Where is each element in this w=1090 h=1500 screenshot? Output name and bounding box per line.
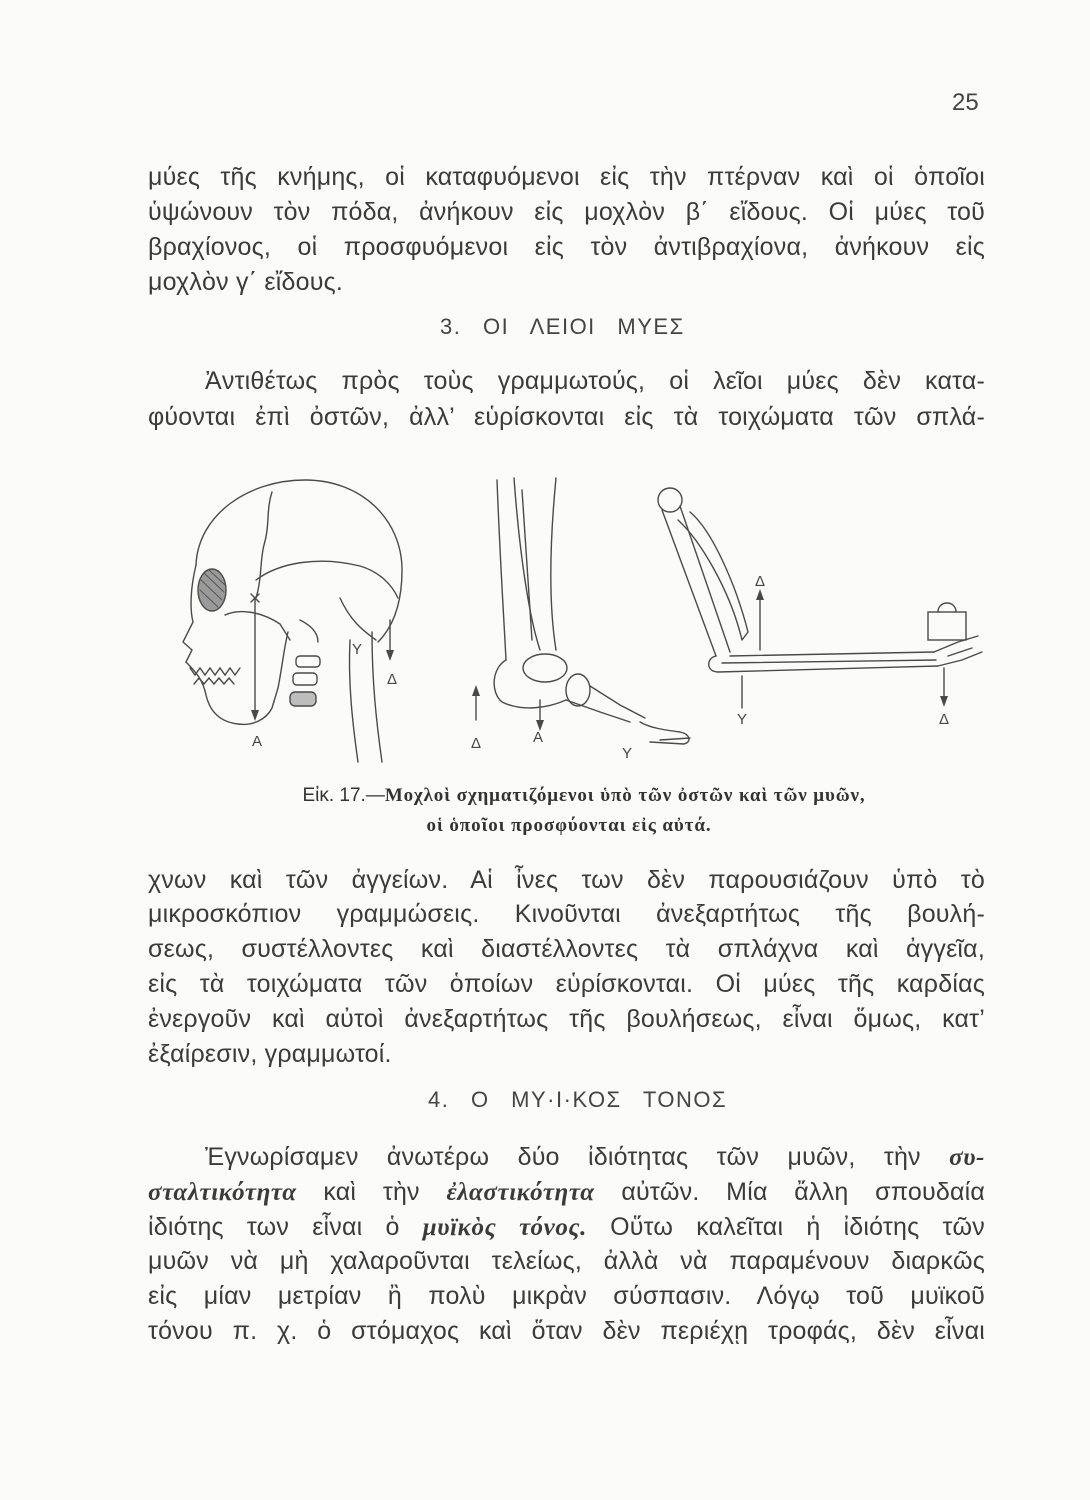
neck-line	[372, 632, 382, 762]
paragraph-line: Ἀντιθέτως πρὸς τοὺς γραμμωτούς, οἱ λεῖοι μύες δὲν κατα-	[205, 367, 985, 395]
label-foot-resistance: Α	[532, 729, 544, 746]
paragraph-line: φύονται ἐπὶ ὀστῶν, ἀλλ’ εὑρίσκονται εἰς τὰ τοιχώματα τῶν σπλά-	[148, 403, 985, 431]
label-skull-fulcrum: Υ	[351, 641, 363, 658]
paragraph-line	[148, 1278, 985, 1314]
leg-outline	[551, 478, 556, 650]
emphasized-term: μυϊκὸς τόνος.	[422, 1214, 588, 1241]
arrowhead-down	[251, 710, 259, 721]
cranium-outline	[196, 480, 402, 642]
paragraph-line: μικροσκόπιον γραμμώσεις. Κινοῦνται ἀνεξαρτήτως τῆς βουλή-	[148, 900, 985, 928]
leg-outline	[497, 480, 506, 660]
biceps-muscle	[678, 512, 748, 640]
paragraph-line	[148, 1313, 985, 1349]
caption-text: οἱ ὁποῖοι προσφύονται εἰς αὐτά.	[426, 815, 712, 836]
zygomatic-arch	[225, 612, 290, 640]
paragraph-line	[148, 1174, 985, 1210]
text-run: Οὕτω καλεῖται ἡ ἰδιότης τῶν	[587, 1213, 985, 1241]
paragraph-line: μοχλὸν γ΄ εἴδους.	[148, 268, 343, 296]
heel-bone	[494, 660, 566, 708]
mastoid	[300, 620, 318, 642]
figure-caption-line	[199, 783, 969, 809]
toe-bones	[640, 722, 690, 744]
jaw-outline	[186, 632, 288, 724]
arrowhead-up	[472, 685, 480, 696]
text-run: εἰς μίαν μετρίαν ἢ πολὺ μικρὰν σύσπασιν. Λόγῳ τοῦ μυϊκοῦ	[148, 1282, 985, 1310]
paragraph-line: χνων καὶ τῶν ἀγγείων. Αἱ ἶνες των δὲν παρουσιάζουν ὑπὸ τὸ	[148, 866, 985, 894]
emphasized-term: ἐλαστικότητα	[446, 1179, 595, 1206]
vertebra	[293, 673, 317, 685]
radius-ulna	[722, 652, 936, 663]
neck-line	[349, 640, 358, 762]
caption-text: Μοχλοὶ σχηματιζόμενοι ὑπὸ τῶν ὀστῶν καὶ τῶν μυῶν,	[384, 785, 866, 806]
label-skull-resistance: Α	[251, 733, 263, 750]
paragraph-line: ὑψώνουν τὸν πόδα, ἀνήκουν εἰς μοχλὸν β΄ εἴδους. Οἱ μύες τοῦ	[148, 198, 985, 226]
text-run: καὶ τὴν	[296, 1178, 447, 1206]
label-skull-force: Δ	[386, 671, 398, 688]
paragraph-line: εἰς τὰ τοιχώματα τῶν ὁποίων εὑρίσκονται. Οἱ μύες τῆς καρδίας	[148, 970, 985, 998]
label-foot-fulcrum: Υ	[621, 745, 633, 762]
arm-lever-drawing	[658, 488, 982, 708]
label-foot-force: Δ	[470, 735, 482, 752]
figure-number: Εἰκ. 17.—	[302, 785, 385, 806]
text-run: τόνου π. χ. ὁ στόμαχος καὶ ὅταν δὲν περιέχῃ τροφάς, δὲν εἶναι	[148, 1317, 985, 1345]
talus-bone	[523, 654, 567, 682]
emphasized-term: σταλτικότητα	[148, 1179, 297, 1206]
metatarsals	[566, 686, 645, 722]
label-arm-fulcrum: Υ	[736, 711, 748, 728]
weight	[928, 612, 966, 640]
face-profile	[183, 565, 196, 662]
skull-lever-drawing	[183, 480, 402, 762]
paragraph-line	[148, 1209, 985, 1245]
arrowhead-down	[386, 650, 394, 661]
lower-teeth	[194, 678, 234, 684]
coronal-suture	[256, 492, 272, 598]
section-heading-smooth-muscles: 3. ΟΙ ΛΕΙΟΙ ΜΥΕΣ	[440, 314, 685, 339]
figure-lever-illustrations	[0, 460, 1090, 780]
page-number: 25	[952, 89, 979, 116]
figure-caption-line	[184, 813, 954, 839]
paragraph-line: ἐνεργοῦν καὶ αὐτοὶ ἀνεξαρτήτως τῆς βουλήσεως, εἶναι ὅμως, κατ’	[148, 1005, 985, 1033]
paragraph-line: μύες τῆς κνήμης, οἱ καταφυόμενοι εἰς τὴν πτέρναν καὶ οἱ ὁποῖοι	[148, 163, 985, 191]
arrowhead-up	[756, 589, 764, 600]
occipital-suture	[340, 598, 376, 640]
weight-handle	[938, 603, 956, 612]
paragraph-line: ἐξαίρεσιν, γραμμωτοί.	[148, 1040, 392, 1068]
arrowhead-down	[940, 696, 948, 707]
paragraph-line	[205, 1139, 985, 1175]
vertebra	[290, 692, 316, 706]
paragraph-line	[148, 1243, 985, 1279]
label-arm-load: Δ	[938, 711, 950, 728]
emphasized-term: συ-	[949, 1144, 985, 1171]
text-run: μυῶν νὰ μὴ χαλαροῦνται τελείως, ἀλλὰ νὰ παραμένουν διαρκῶς	[148, 1247, 985, 1275]
text-run: αὐτῶν. Μία ἄλλη σπουδαία	[594, 1178, 986, 1206]
text-run: ἰδιότης των εἶναι ὁ	[148, 1213, 423, 1241]
foot-lever-drawing	[476, 478, 690, 744]
text-run: Ἐγνωρίσαμεν ἀνωτέρω δύο ἰδιότητας τῶν μυῶν, τὴν	[205, 1143, 950, 1171]
paragraph-line: σεως, συστέλλοντες καὶ διαστέλλοντες τὰ σπλάχνα καὶ ἀγγεῖα,	[148, 935, 985, 963]
forearm-outline	[709, 656, 938, 672]
label-arm-force: Δ	[754, 573, 766, 590]
vertebra	[296, 656, 320, 667]
temporal-line	[256, 561, 398, 598]
humerus-head	[658, 488, 682, 512]
section-heading-muscle-tone: 4. Ο ΜΥ·Ι·ΚΟΣ ΤΟΝΟΣ	[428, 1087, 728, 1112]
paragraph-line: βραχίονος, οἱ προσφυόμενοι εἰς τὸν ἀντιβραχίονα, ἀνήκουν εἰς	[148, 233, 985, 261]
